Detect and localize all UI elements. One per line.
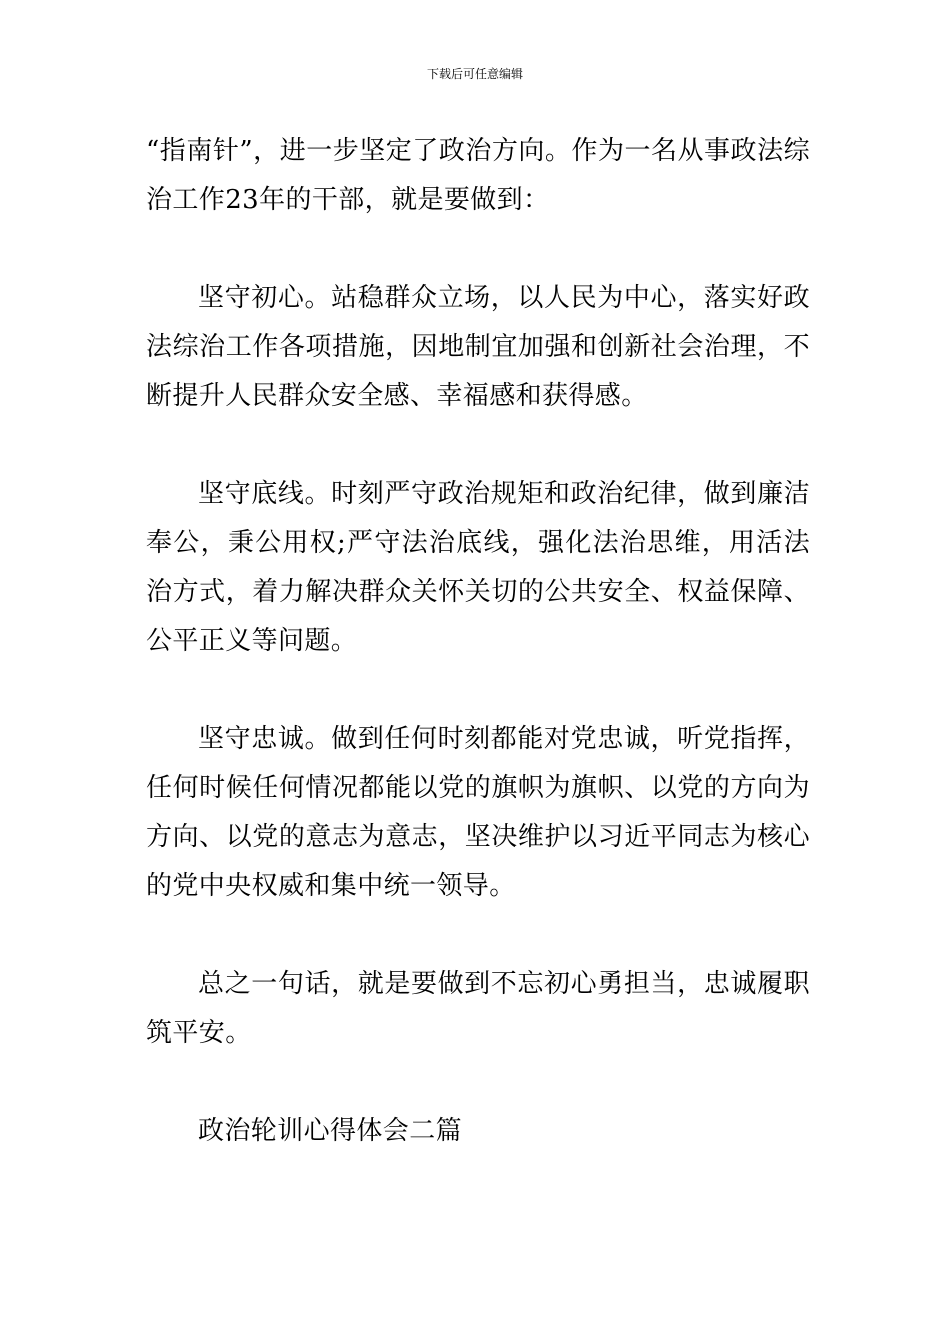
paragraph-spacer (146, 911, 810, 960)
document-body (146, 127, 810, 1156)
paragraph-spacer (146, 421, 810, 470)
paragraph-bottom-line: 坚守底线。时刻严守政治规矩和政治纪律，做到廉洁奉公，秉公用权;严守法治底线，强化法治思维，用活法治方式，着力解决群众关怀关切的公共安全、权益保障、公平正义等问题。 (146, 479, 810, 656)
section-heading: 政治轮训心得体会二篇 (198, 1116, 463, 1146)
paragraph-loyalty: 坚守忠诚。做到任何时刻都能对党忠诚，听党指挥，任何时候任何情况都能以党的旗帜为旗帜、以党的方向为方向、以党的意志为意志，坚决维护以习近平同志为核心的党中央权威和集中统一领导。 (146, 724, 810, 901)
paragraph-spacer (146, 225, 810, 274)
page-header: 下载后可任意编辑 (426, 67, 523, 81)
paragraph-summary: 总之一句话，就是要做到不忘初心勇担当，忠诚履职筑平安。 (146, 969, 810, 1048)
paragraph-spacer (146, 666, 810, 715)
paragraph-initial-aspiration: 坚守初心。站稳群众立场，以人民为中心，落实好政法综治工作各项措施，因地制宜加强和创新社会治理，不断提升人民群众安全感、幸福感和获得感。 (146, 283, 810, 411)
paragraph-spacer (146, 1058, 810, 1107)
paragraph-intro: “指南针”，进一步坚定了政治方向。作为一名从事政法综治工作23年的干部，就是要做到： (146, 136, 810, 215)
